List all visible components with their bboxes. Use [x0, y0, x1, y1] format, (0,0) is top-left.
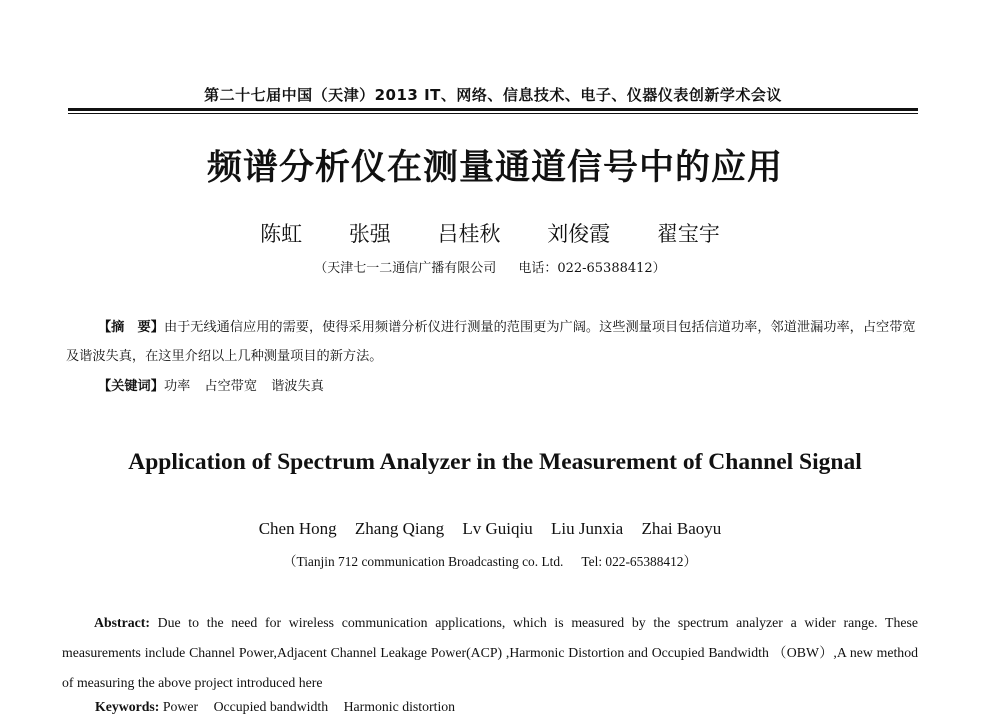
keyword-english: Harmonic distortion — [343, 699, 456, 714]
header-rule-thick — [68, 108, 918, 111]
keywords-chinese — [98, 375, 338, 394]
header-rule-thin — [68, 113, 918, 114]
conference-header: 第二十七届中国（天津）2013 IT、网络、信息技术、电子、仪器仪表创新学术会议 — [204, 86, 782, 104]
affiliation-chinese-name: （天津七一二通信广播有限公司 — [314, 261, 497, 276]
abstract-text-english: Due to the need for wireless communication applications, which is measured by the spectrum analyzer a wider range. These measurements include Channel Power,Adjacent Channel Leakage Power(ACP) ,Harmonic Distortion and Occupied Bandwidth （OBW）,A new method of measuring the above project introduced here — [62, 615, 918, 690]
abstract-label-english: Abstract: — [94, 615, 150, 630]
keyword-chinese: 谐波失真 — [271, 379, 324, 394]
abstract-text-chinese: 由于无线通信应用的需要，使得采用频谱分析仪进行测量的范围更为广阔。这些测量项目包括信道功率，邻道泄漏功率，占空带宽及谐波失真，在这里介绍以上几种测量项目的新方法。 — [66, 320, 916, 364]
author-chinese: 吕桂秋 — [437, 222, 501, 246]
abstract-label-chinese: 【摘 要】 — [98, 320, 164, 335]
author-english: Chen Hong — [258, 519, 337, 538]
author-chinese: 翟宝宇 — [656, 222, 720, 246]
author-chinese: 陈虹 — [260, 222, 303, 246]
abstract-chinese — [66, 313, 918, 371]
keywords-label-english: Keywords: — [95, 699, 160, 714]
keywords-english — [95, 699, 467, 715]
authors-english — [200, 519, 780, 539]
author-english: Liu Junxia — [550, 519, 624, 538]
paper-title-english: Application of Spectrum Analyzer in the Measurement of Channel Signal — [128, 449, 862, 475]
telephone-chinese: 电话：022-65388412） — [518, 261, 666, 276]
affiliation-english — [200, 551, 780, 570]
authors-chinese — [230, 218, 750, 248]
author-english: Lv Guiqiu — [462, 519, 533, 538]
paper-title-chinese: 频谱分析仪在测量通道信号中的应用 — [206, 148, 783, 188]
keyword-chinese: 功率 — [163, 379, 191, 394]
affiliation-chinese — [230, 257, 750, 276]
keyword-chinese: 占空带宽 — [204, 379, 258, 394]
author-english: Zhai Baoyu — [641, 519, 722, 538]
abstract-english — [62, 608, 918, 698]
keyword-english: Power — [162, 699, 199, 714]
keywords-label-chinese: 【关键词】 — [98, 379, 164, 394]
affiliation-english-name: （Tianjin 712 communication Broadcasting co. Ltd. — [283, 554, 564, 569]
author-english: Zhang Qiang — [354, 519, 445, 538]
telephone-english: Tel: 022-65388412） — [581, 554, 697, 569]
author-chinese: 刘俊霞 — [547, 222, 611, 246]
keyword-english: Occupied bandwidth — [213, 699, 329, 714]
author-chinese: 张强 — [348, 222, 391, 246]
